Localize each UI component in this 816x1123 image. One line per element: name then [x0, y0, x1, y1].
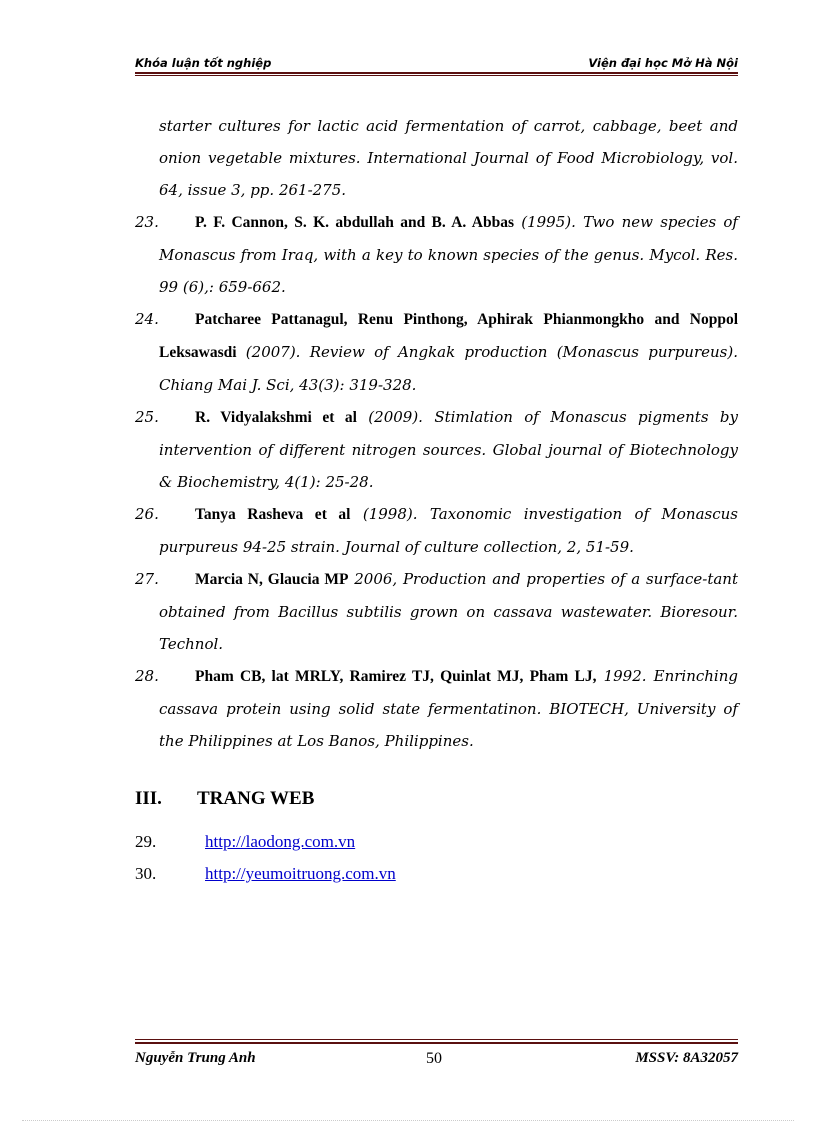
website-number: 30. — [135, 864, 157, 883]
reference-item — [135, 206, 738, 303]
footer-rule-thin — [135, 1039, 738, 1040]
reference-number: 24. — [135, 310, 159, 328]
website-item — [135, 826, 396, 858]
section-number: III. — [135, 788, 162, 809]
website-list — [135, 826, 396, 890]
reference-text: (2007). Review of Angkak production (Monascus purpureus). Chiang Mai J. Sci, 43(3): 319-328. — [159, 343, 738, 394]
reference-list — [135, 110, 738, 757]
section-heading — [135, 788, 314, 810]
website-link[interactable]: http://yeumoitruong.com.vn — [205, 864, 396, 883]
page-edge-divider — [22, 1120, 794, 1121]
reference-item — [135, 110, 738, 206]
reference-item — [135, 303, 738, 401]
reference-number: 23. — [135, 213, 159, 231]
page-number: 50 — [426, 1050, 442, 1067]
website-item — [135, 858, 396, 890]
reference-authors: Patcharee Pattanagul, Renu Pinthong, Aphirak Phianmongkho and Noppol Leksawasdi — [159, 311, 738, 361]
reference-number: 28. — [135, 667, 159, 685]
reference-authors: Marcia N, Glaucia MP — [195, 571, 349, 588]
footer-student-id: MSSV: 8A32057 — [635, 1050, 738, 1066]
reference-item — [135, 563, 738, 660]
reference-authors: Pham CB, lat MRLY, Ramirez TJ, Quinlat MJ, Pham LJ, — [195, 668, 597, 685]
reference-number: 27. — [135, 570, 159, 588]
reference-text: (2009). Stimlation of Monascus pigments by intervention of different nitrogen sources. Global journal of Biotechnology & Biochemistry, 4(1): 25-28. — [159, 408, 738, 491]
reference-text: (1995). Two new species of Monascus from Iraq, with a key to known species of the genus. Mycol. Res. 99 (6),: 659-662. — [159, 213, 738, 296]
reference-authors: P. F. Cannon, S. K. abdullah and B. A. Abbas — [195, 214, 514, 231]
page-footer — [135, 1050, 738, 1072]
reference-text: 2006, Production and properties of a surface-tant obtained from Bacillus subtilis grown on cassava wastewater. Bioresour. Technol. — [159, 570, 738, 653]
reference-authors: R. Vidyalakshmi et al — [195, 409, 357, 426]
reference-text: (1998). Taxonomic investigation of Monascus purpureus 94-25 strain. Journal of culture collection, 2, 51-59. — [159, 505, 738, 556]
reference-item — [135, 401, 738, 498]
footer-rule-thick — [135, 1042, 738, 1044]
header-thesis-label: Khóa luận tốt nghiệp — [135, 56, 272, 70]
website-link[interactable]: http://laodong.com.vn — [205, 832, 356, 851]
header-rule-thin — [135, 75, 738, 76]
reference-item — [135, 660, 738, 757]
reference-text: starter cultures for lactic acid fermentation of carrot, cabbage, beet and onion vegetable mixtures. International Journal of Food Microbiology, vol. 64, issue 3, pp. 261-275. — [159, 117, 738, 199]
section-title: TRANG WEB — [197, 788, 315, 809]
reference-text: 1992. Enrinching cassava protein using solid state fermentatinon. BIOTECH, University of the Philippines at Los Banos, Philippines. — [159, 667, 738, 750]
header-institution: Viện đại học Mở Hà Nội — [588, 56, 738, 70]
reference-item — [135, 498, 738, 563]
reference-authors: Tanya Rasheva et al — [195, 506, 351, 523]
header-rule-thick — [135, 72, 738, 74]
footer-author: Nguyễn Trung Anh — [135, 1050, 256, 1066]
reference-number: 26. — [135, 505, 159, 523]
website-number: 29. — [135, 832, 157, 851]
reference-number: 25. — [135, 408, 159, 426]
